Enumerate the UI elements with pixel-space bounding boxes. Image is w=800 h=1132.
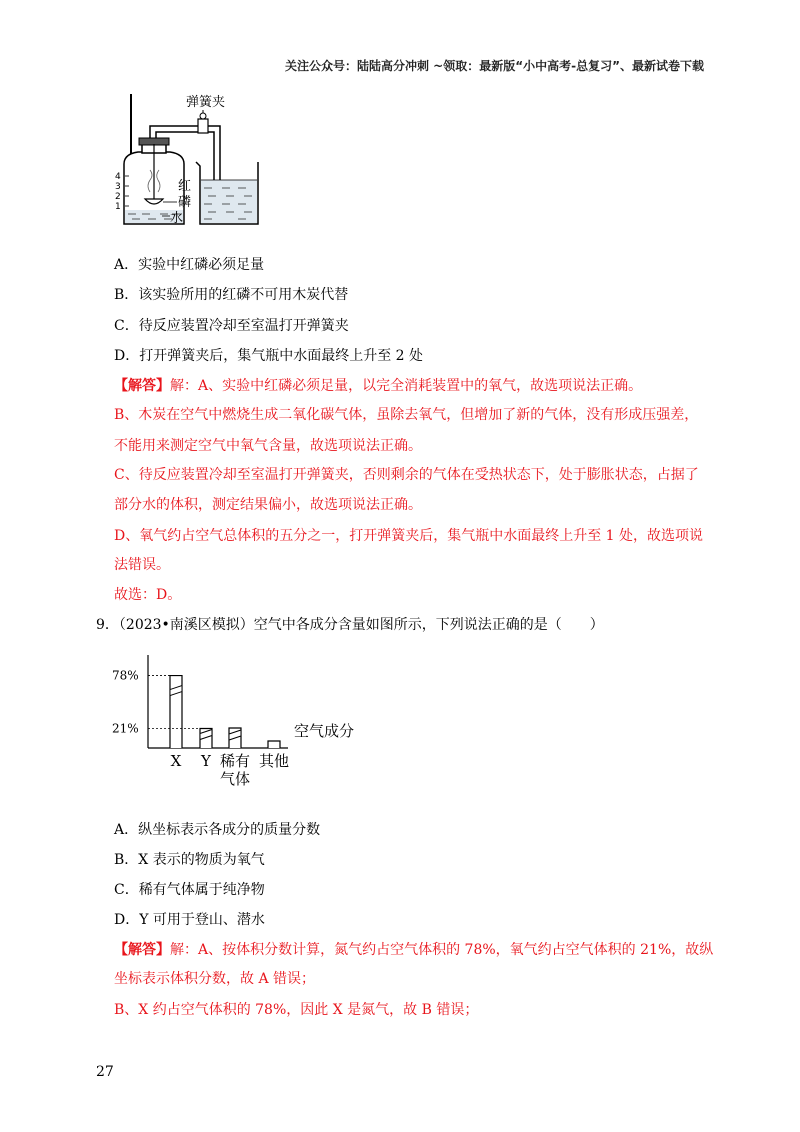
q8-option-d: D．打开弹簧夹后，集气瓶中水面最终上升至 2 处 xyxy=(114,348,424,364)
page-header: 关注公众号：陆陆高分冲刺 ~领取：最新版“小中高考-总复习”、最新试卷下载 xyxy=(285,59,704,73)
ytick-label: 21% xyxy=(112,721,139,736)
category-label: X xyxy=(170,752,182,770)
q8-answer-line: 部分水的体积，测定结果偏小，故选项说法正确。 xyxy=(114,497,422,513)
q9-answer-line: 坐标表示体积分数，故 A 错误； xyxy=(114,971,316,987)
bar-4 xyxy=(268,741,280,748)
page-number: 27 xyxy=(96,1064,114,1080)
category-label: 其他 xyxy=(258,752,290,770)
q8-answer-line: D、氧气约占空气总体积的五分之一，打开弹簧夹后，集气瓶中水面最终上升至 1 处，故选项说 xyxy=(114,528,704,544)
q8-answer-line: 不能用来测定空气中氧气含量，故选项说法正确。 xyxy=(114,438,422,454)
q8-option-c: C．待反应装置冷却至室温打开弹簧夹 xyxy=(114,318,349,334)
q9-option-a: A．纵坐标表示各成分的质量分数 xyxy=(114,822,321,838)
category-label: Y xyxy=(201,752,211,770)
scale-mark-4: 4 xyxy=(115,172,121,182)
answer-tag: 【解答】 xyxy=(114,378,170,394)
scale-mark-3: 3 xyxy=(115,182,121,192)
phosphorus-label-2: 磷 xyxy=(178,195,192,210)
scale-mark-2: 2 xyxy=(115,192,121,202)
q9-answer-line: 【解答】解：A、按体积分数计算，氮气约占空气体积的 78%，氧气约占空气体积的 21%，故纵 xyxy=(114,942,714,958)
q8-answer-line: 【解答】解：A、实验中红磷必须足量，以完全消耗装置中的氧气，故选项说法正确。 xyxy=(114,378,643,394)
water-label: 水 xyxy=(170,211,184,226)
q9-option-d: D．Y 可用于登山、潜水 xyxy=(114,912,265,928)
q9-stem: 9．（2023•南溪区模拟）空气中各成分含量如图所示，下列说法正确的是（ ） xyxy=(96,617,604,633)
q8-answer-line: 故选：D。 xyxy=(114,587,182,603)
category-label: 稀有 xyxy=(219,752,251,770)
scale-mark-1: 1 xyxy=(115,202,121,212)
q9-option-b: B．X 表示的物质为氧气 xyxy=(114,852,265,868)
beaker-water xyxy=(201,180,257,223)
ytick-label: 78% xyxy=(112,668,139,683)
category-label: 气体 xyxy=(219,770,251,788)
bottle-stopper xyxy=(139,138,169,145)
q8-answer-line: B、木炭在空气中燃烧生成二氧化碳气体，虽除去氧气，但增加了新的气体，没有形成压强差， xyxy=(114,407,699,423)
phosphorus-label-1: 红 xyxy=(178,179,192,194)
q8-answer-line: 法错误。 xyxy=(114,557,170,573)
q9-option-c: C．稀有气体属于纯净物 xyxy=(114,882,265,898)
q9-answer-line: B、X 约占空气体积的 78%，因此 X 是氮气，故 B 错误； xyxy=(114,1002,479,1018)
q8-answer-line: C、待反应装置冷却至室温打开弹簧夹，否则剩余的气体在受热状态下，处于膨胀状态，占据了 xyxy=(114,467,699,483)
x-axis-label: 空气成分 xyxy=(294,722,355,740)
spring-clip xyxy=(198,119,208,133)
q8-option-b: B．该实验所用的红磷不可用木炭代替 xyxy=(114,287,349,303)
apparatus-diagram xyxy=(112,92,272,232)
answer-tag: 【解答】 xyxy=(114,942,170,958)
q8-option-a: A．实验中红磷必须足量 xyxy=(114,257,265,273)
clip-label: 弹簧夹 xyxy=(186,95,226,110)
air-composition-chart xyxy=(108,650,378,800)
